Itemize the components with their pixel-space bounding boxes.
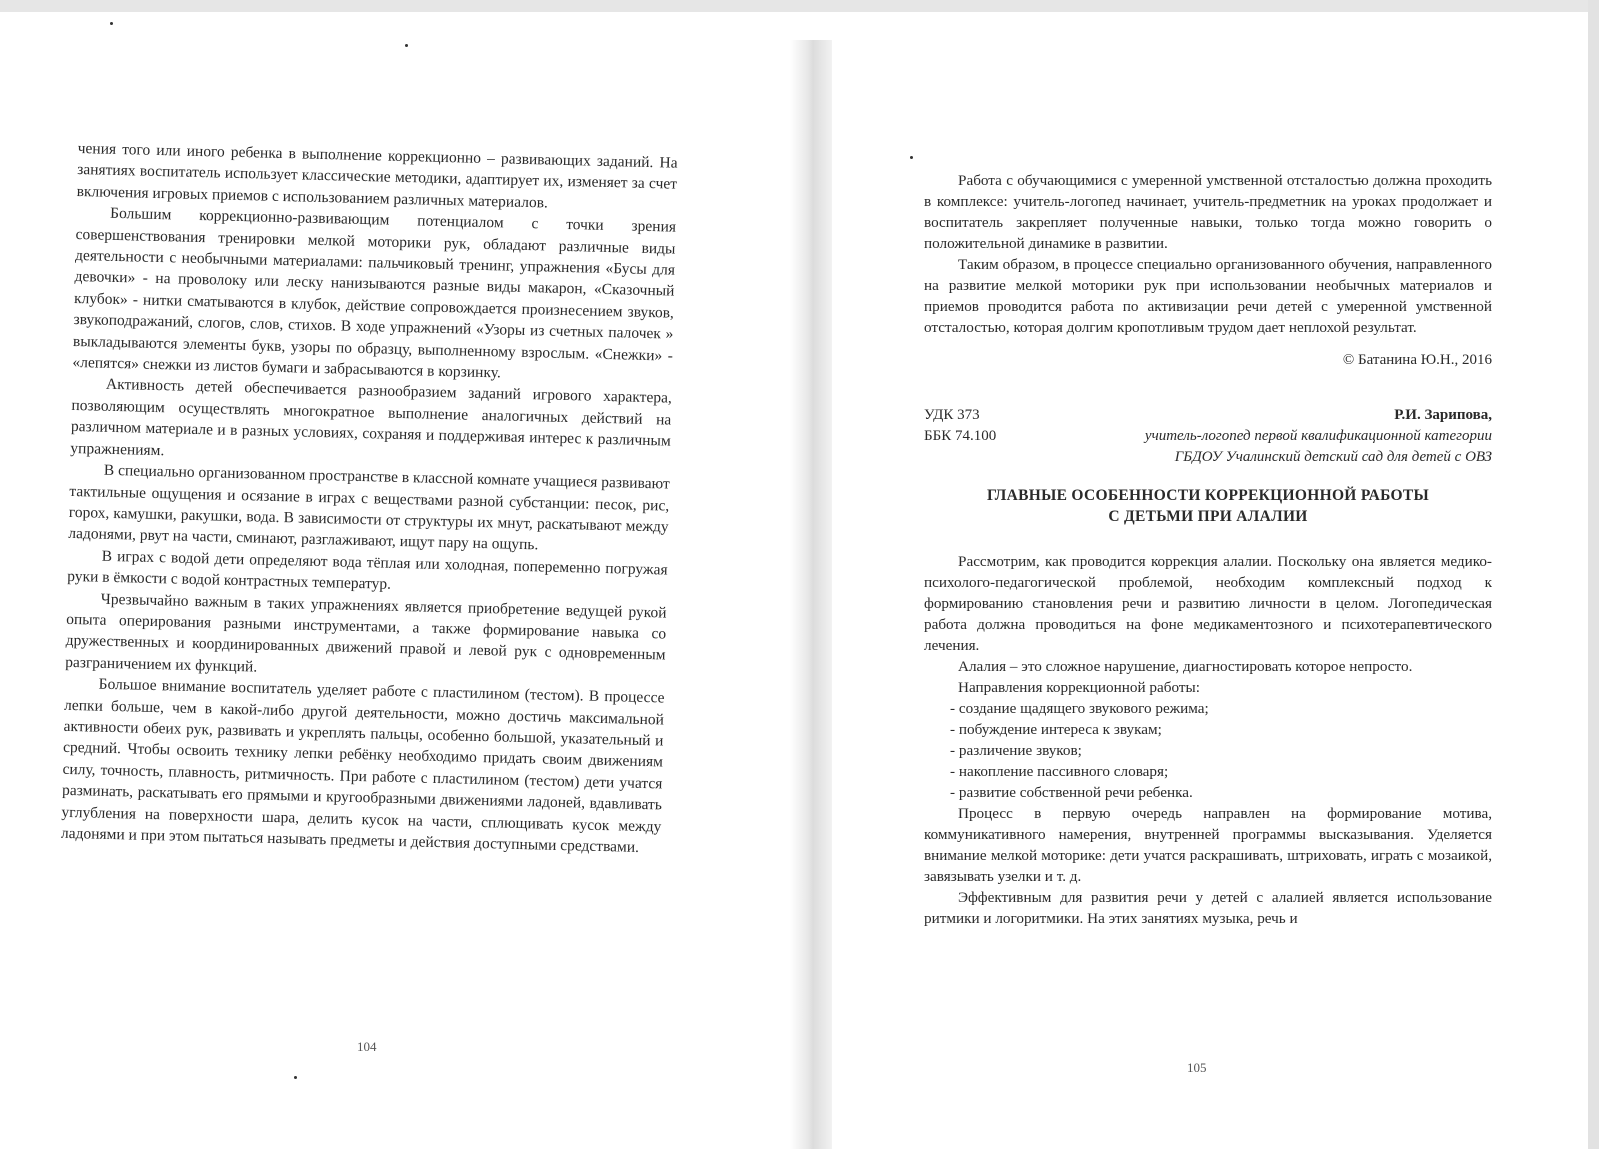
classification-codes bbox=[924, 405, 996, 447]
scan-speck bbox=[405, 44, 408, 47]
paragraph: Активность детей обеспечивается разнообразием заданий игрового характера, позволяющим осуществлять многократное выполнение аналогичных действий на различном материале и в разных условиях, сохраняя и поддерживая интерес к различным упражнениям. bbox=[70, 376, 673, 459]
paragraph: чения того или иного ребенка в выполнение коррекционно – развивающих заданий. На занятиях воспитатель использует классические методики, адаптирует их, изменяет за счет включения игровых приемов с использованием различных материалов. bbox=[76, 139, 678, 212]
paragraph: Рассмотрим, как проводится коррекция алалии. Поскольку она является медико-психолого-педагогической проблемой, необходим комплексный подход к формированию становления речи и развитию личности в целом. Логопедическая работа должна проводиться на фоне медикаментозного и психотерапевтического лечения. bbox=[924, 553, 1492, 654]
paragraph: Направления коррекционной работы: bbox=[958, 679, 1200, 696]
left-page bbox=[61, 138, 678, 859]
paragraph: Большим коррекционно-развивающим потенциалом с точки зрения совершенствования тренировки мелкой моторики рук, обладают различные виды деятельности с необычными материалами: пальчиковый тренинг, упражнения «Бусы для девочки» - на проволоку или леску нанизываются разные виды макарон, «Сказочный клубок» - нитки сматываются в клубок, действие сопровождается произнесением звуков, звукоподражаний, слогов, слов, стихов. В ходе упражнений «Узоры из счетных палочек » выкладываются элементы букв, узоры по образцу, выполненному взрослым. «Снежки» - «лепятся» снежки из листов бумаги и забрасываются в корзинку. bbox=[72, 205, 677, 382]
paragraph: Большое внимание воспитатель уделяет работе с пластилином (тестом). В процессе лепки больше, чем в какой-либо другой деятельности, можно достичь максимальной активности обеих рук, развивать и укреплять пальцы, особенно большой, указательный и средний. Чтобы освоить технику лепки ребёнку необходимо придать своим движениям силу, точность, плавность, ритмичность. При работе с пластилином (тестом) дети учатся разминать, раскатывать его прямыми и кругообразными движениями ладоней, вдавливать углубления на поверхности шара, делить кусок на части, сплющивать кусок между ладонями и при этом пытаться называть предметы и действия доступными средствами. bbox=[60, 675, 665, 856]
list-item: - различение звуков; bbox=[950, 742, 1082, 759]
scan-speck bbox=[294, 1076, 297, 1079]
paragraph: Алалия – это сложное нарушение, диагностировать которое непросто. bbox=[958, 658, 1413, 675]
list-item: - накопление пассивного словаря; bbox=[950, 763, 1169, 780]
scan-top-margin bbox=[0, 0, 1599, 12]
paragraph: Работа с обучающимися с умеренной умственной отсталостью должна проходить в комплексе: учитель-логопед начинает, учитель-предметник на уроках продолжает и воспитатель закрепляет полученные навыки, только тогда можно говорить о положительной динамике в развитии. bbox=[924, 172, 1492, 252]
right-page bbox=[924, 170, 1492, 929]
author-name: Р.И. Зарипова, bbox=[1394, 407, 1492, 423]
list-item: - создание щадящего звукового режима; bbox=[950, 700, 1209, 717]
scan-speck bbox=[110, 22, 113, 25]
page-number-right: 105 bbox=[1187, 1060, 1207, 1075]
paragraph: Процесс в первую очередь направлен на формирование мотива, коммуникативного намерения, внутренней программы высказывания. Уделяется внимание мелкой моторике: дети учатся раскрашивать, штриховать, играть с мозаикой, завязывать узелки и т. д. bbox=[924, 805, 1492, 885]
paragraph: Чрезвычайно важным в таких упражнениях является приобретение ведущей рукой опыта оперирования разными инструментами, а также формирование навыка со дружественных и координированных движений правой и левой рук с одновременным разграничением их функций. bbox=[64, 590, 667, 676]
udk-code: УДК 373 bbox=[924, 407, 980, 423]
author-position: учитель-логопед первой квалификационной категории bbox=[1144, 428, 1492, 444]
copyright-line: © Батанина Ю.Н., 2016 bbox=[1342, 352, 1492, 368]
paragraph: В специально организованном пространстве в классной комнате учащиеся развивают тактильные ощущения и осязание в играх с веществами разной субстанции: песок, рис, горох, камушки, ракушки, вода. В зависимости от структуры их мнут, раскатывают между ладонями, рвут на части, сминают, разглаживают, ищут пару на ощупь. bbox=[68, 461, 670, 554]
list-item: - побуждение интереса к звукам; bbox=[950, 721, 1162, 738]
article-meta bbox=[924, 405, 1492, 463]
author-block bbox=[1145, 405, 1492, 468]
paragraph: Эффективным для развития речи у детей с алалией является использование ритмики и логоритмики. На этих занятиях музыка, речь и bbox=[924, 889, 1492, 927]
author-organization: ГБДОУ Учалинский детский сад для детей с ОВЗ bbox=[1174, 449, 1492, 465]
article-title bbox=[924, 485, 1492, 527]
scan-speck bbox=[910, 156, 913, 159]
scan-right-edge bbox=[1588, 0, 1599, 1149]
list-item: - развитие собственной речи ребенка. bbox=[950, 784, 1193, 801]
title-line: С ДЕТЬМИ ПРИ АЛАЛИИ bbox=[1108, 508, 1308, 525]
page-number-left: 104 bbox=[357, 1039, 377, 1054]
paragraph: В играх с водой дети определяют вода тёплая или холодная, попеременно погружая руки в ёмкости с водой контрастных температур. bbox=[67, 547, 668, 593]
title-line: ГЛАВНЫЕ ОСОБЕННОСТИ КОРРЕКЦИОННОЙ РАБОТЫ bbox=[986, 487, 1430, 504]
bbk-code: ББК 74.100 bbox=[924, 428, 997, 444]
paragraph: Таким образом, в процессе специально организованного обучения, направленного на развитие мелкой моторики рук при использовании необычных материалов и приемов проводится работа по активизации речи детей с умеренной умственной отсталостью, которая долгим кропотливым трудом дает неплохой результат. bbox=[924, 256, 1492, 336]
book-spine bbox=[790, 40, 832, 1149]
